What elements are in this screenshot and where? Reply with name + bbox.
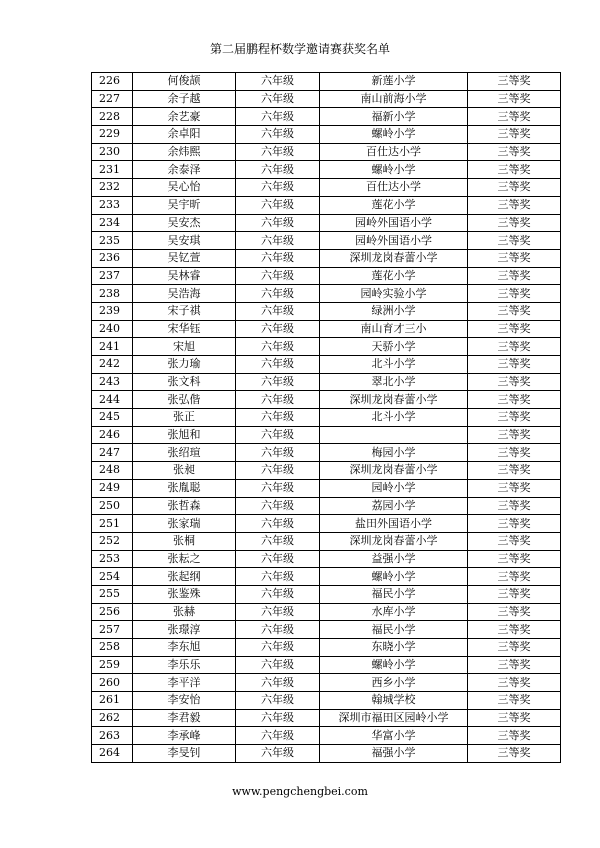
name-cell: 张旭和 [133, 426, 236, 444]
school-cell: 盐田外国语小学 [320, 515, 468, 533]
website-footer: www.pengchengbei.com [232, 785, 368, 798]
table-row [92, 656, 561, 674]
school-cell: 南山前海小学 [320, 90, 468, 108]
rank-cell: 244 [92, 391, 133, 409]
name-cell: 张弘偕 [133, 391, 236, 409]
name-cell: 张鉴殊 [133, 585, 236, 603]
grade-cell: 六年级 [236, 126, 320, 144]
prize-cell: 三等奖 [468, 568, 561, 586]
name-cell: 张家瑞 [133, 515, 236, 533]
rank-cell: 262 [92, 709, 133, 727]
name-cell: 李旻钊 [133, 745, 236, 763]
grade-cell: 六年级 [236, 479, 320, 497]
rank-cell: 252 [92, 532, 133, 550]
prize-cell: 三等奖 [468, 603, 561, 621]
name-cell: 李安怡 [133, 692, 236, 710]
table-row [92, 674, 561, 692]
name-cell: 张胤聪 [133, 479, 236, 497]
rank-cell: 228 [92, 108, 133, 126]
table-row [92, 727, 561, 745]
grade-cell: 六年级 [236, 497, 320, 515]
school-cell: 北斗小学 [320, 356, 468, 374]
prize-cell: 三等奖 [468, 709, 561, 727]
rank-cell: 257 [92, 621, 133, 639]
rank-cell: 259 [92, 656, 133, 674]
grade-cell: 六年级 [236, 179, 320, 197]
rank-cell: 227 [92, 90, 133, 108]
name-cell: 张力瑜 [133, 356, 236, 374]
school-cell: 水库小学 [320, 603, 468, 621]
prize-cell: 三等奖 [468, 497, 561, 515]
name-cell: 张昶 [133, 462, 236, 480]
prize-cell: 三等奖 [468, 161, 561, 179]
prize-cell: 三等奖 [468, 656, 561, 674]
name-cell: 张赫 [133, 603, 236, 621]
prize-cell: 三等奖 [468, 391, 561, 409]
rank-cell: 234 [92, 214, 133, 232]
table-row [92, 179, 561, 197]
school-cell: 百仕达小学 [320, 179, 468, 197]
rank-cell: 226 [92, 73, 133, 91]
name-cell: 张耘之 [133, 550, 236, 568]
prize-cell: 三等奖 [468, 108, 561, 126]
school-cell: 螺岭小学 [320, 656, 468, 674]
table-row [92, 532, 561, 550]
grade-cell: 六年级 [236, 426, 320, 444]
prize-cell: 三等奖 [468, 143, 561, 161]
rank-cell: 254 [92, 568, 133, 586]
prize-cell: 三等奖 [468, 409, 561, 427]
name-cell: 李东旭 [133, 639, 236, 657]
name-cell: 李乐乐 [133, 656, 236, 674]
name-cell: 余艺豪 [133, 108, 236, 126]
name-cell: 张正 [133, 409, 236, 427]
prize-cell: 三等奖 [468, 692, 561, 710]
prize-cell: 三等奖 [468, 479, 561, 497]
rank-cell: 251 [92, 515, 133, 533]
prize-cell: 三等奖 [468, 373, 561, 391]
grade-cell: 六年级 [236, 603, 320, 621]
grade-cell: 六年级 [236, 550, 320, 568]
rank-cell: 229 [92, 126, 133, 144]
rank-cell: 253 [92, 550, 133, 568]
name-cell: 宋华钰 [133, 320, 236, 338]
school-cell: 园岭小学 [320, 479, 468, 497]
name-cell: 张起纲 [133, 568, 236, 586]
rank-cell: 245 [92, 409, 133, 427]
name-cell: 张璟淳 [133, 621, 236, 639]
grade-cell: 六年级 [236, 108, 320, 126]
grade-cell: 六年级 [236, 391, 320, 409]
school-cell: 翰城学校 [320, 692, 468, 710]
table-row [92, 391, 561, 409]
rank-cell: 235 [92, 232, 133, 250]
table-row [92, 338, 561, 356]
school-cell: 荔园小学 [320, 497, 468, 515]
table-row [92, 320, 561, 338]
award-list-body [92, 73, 561, 763]
grade-cell: 六年级 [236, 409, 320, 427]
name-cell: 吴安杰 [133, 214, 236, 232]
grade-cell: 六年级 [236, 532, 320, 550]
school-cell: 莲花小学 [320, 267, 468, 285]
grade-cell: 六年级 [236, 639, 320, 657]
grade-cell: 六年级 [236, 232, 320, 250]
table-row [92, 232, 561, 250]
rank-cell: 263 [92, 727, 133, 745]
table-row [92, 161, 561, 179]
prize-cell: 三等奖 [468, 196, 561, 214]
award-list-table [91, 72, 561, 763]
name-cell: 吴安琪 [133, 232, 236, 250]
school-cell: 莲花小学 [320, 196, 468, 214]
school-cell: 益强小学 [320, 550, 468, 568]
page-title: 第二届鹏程杯数学邀请赛获奖名单 [209, 42, 390, 56]
name-cell: 余子越 [133, 90, 236, 108]
table-row [92, 143, 561, 161]
table-row [92, 302, 561, 320]
school-cell: 深圳市福田区园岭小学 [320, 709, 468, 727]
rank-cell: 258 [92, 639, 133, 657]
table-row [92, 285, 561, 303]
rank-cell: 242 [92, 356, 133, 374]
grade-cell: 六年级 [236, 285, 320, 303]
school-cell: 百仕达小学 [320, 143, 468, 161]
school-cell: 梅园小学 [320, 444, 468, 462]
school-cell: 北斗小学 [320, 409, 468, 427]
prize-cell: 三等奖 [468, 674, 561, 692]
prize-cell: 三等奖 [468, 745, 561, 763]
table-row [92, 709, 561, 727]
table-row [92, 214, 561, 232]
prize-cell: 三等奖 [468, 515, 561, 533]
rank-cell: 261 [92, 692, 133, 710]
prize-cell: 三等奖 [468, 426, 561, 444]
name-cell: 宋旭 [133, 338, 236, 356]
grade-cell: 六年级 [236, 302, 320, 320]
school-cell: 深圳龙岗春蕾小学 [320, 462, 468, 480]
rank-cell: 232 [92, 179, 133, 197]
grade-cell: 六年级 [236, 727, 320, 745]
rank-cell: 241 [92, 338, 133, 356]
table-row [92, 515, 561, 533]
grade-cell: 六年级 [236, 585, 320, 603]
table-row [92, 585, 561, 603]
grade-cell: 六年级 [236, 621, 320, 639]
rank-cell: 264 [92, 745, 133, 763]
school-cell: 螺岭小学 [320, 568, 468, 586]
grade-cell: 六年级 [236, 90, 320, 108]
school-cell: 新莲小学 [320, 73, 468, 91]
rank-cell: 238 [92, 285, 133, 303]
school-cell [320, 426, 468, 444]
prize-cell: 三等奖 [468, 249, 561, 267]
grade-cell: 六年级 [236, 709, 320, 727]
grade-cell: 六年级 [236, 444, 320, 462]
name-cell: 张文科 [133, 373, 236, 391]
grade-cell: 六年级 [236, 656, 320, 674]
name-cell: 李承峰 [133, 727, 236, 745]
table-row [92, 90, 561, 108]
table-row [92, 550, 561, 568]
name-cell: 何俊颉 [133, 73, 236, 91]
rank-cell: 236 [92, 249, 133, 267]
school-cell: 螺岭小学 [320, 126, 468, 144]
rank-cell: 260 [92, 674, 133, 692]
table-row [92, 603, 561, 621]
prize-cell: 三等奖 [468, 179, 561, 197]
name-cell: 吴心怡 [133, 179, 236, 197]
prize-cell: 三等奖 [468, 214, 561, 232]
table-row [92, 373, 561, 391]
table-row [92, 692, 561, 710]
prize-cell: 三等奖 [468, 550, 561, 568]
school-cell: 天骄小学 [320, 338, 468, 356]
table-row [92, 196, 561, 214]
rank-cell: 247 [92, 444, 133, 462]
grade-cell: 六年级 [236, 745, 320, 763]
table-row [92, 126, 561, 144]
rank-cell: 243 [92, 373, 133, 391]
prize-cell: 三等奖 [468, 232, 561, 250]
rank-cell: 249 [92, 479, 133, 497]
school-cell: 园岭外国语小学 [320, 214, 468, 232]
table-row [92, 479, 561, 497]
prize-cell: 三等奖 [468, 285, 561, 303]
rank-cell: 237 [92, 267, 133, 285]
table-row [92, 426, 561, 444]
grade-cell: 六年级 [236, 320, 320, 338]
prize-cell: 三等奖 [468, 585, 561, 603]
school-cell: 福新小学 [320, 108, 468, 126]
school-cell: 福强小学 [320, 745, 468, 763]
name-cell: 吴钇萱 [133, 249, 236, 267]
grade-cell: 六年级 [236, 356, 320, 374]
name-cell: 李君毅 [133, 709, 236, 727]
table-row [92, 639, 561, 657]
prize-cell: 三等奖 [468, 356, 561, 374]
prize-cell: 三等奖 [468, 302, 561, 320]
rank-cell: 250 [92, 497, 133, 515]
prize-cell: 三等奖 [468, 639, 561, 657]
name-cell: 吴林睿 [133, 267, 236, 285]
grade-cell: 六年级 [236, 161, 320, 179]
name-cell: 余卓阳 [133, 126, 236, 144]
school-cell: 绿洲小学 [320, 302, 468, 320]
school-cell: 福民小学 [320, 585, 468, 603]
table-row [92, 108, 561, 126]
prize-cell: 三等奖 [468, 126, 561, 144]
grade-cell: 六年级 [236, 214, 320, 232]
rank-cell: 255 [92, 585, 133, 603]
name-cell: 张哲森 [133, 497, 236, 515]
school-cell: 螺岭小学 [320, 161, 468, 179]
rank-cell: 246 [92, 426, 133, 444]
grade-cell: 六年级 [236, 674, 320, 692]
grade-cell: 六年级 [236, 338, 320, 356]
table-row [92, 444, 561, 462]
name-cell: 余炜熙 [133, 143, 236, 161]
name-cell: 张绍瑄 [133, 444, 236, 462]
school-cell: 西乡小学 [320, 674, 468, 692]
rank-cell: 248 [92, 462, 133, 480]
prize-cell: 三等奖 [468, 444, 561, 462]
table-row [92, 462, 561, 480]
prize-cell: 三等奖 [468, 338, 561, 356]
school-cell: 东晓小学 [320, 639, 468, 657]
table-row [92, 409, 561, 427]
school-cell: 园岭实验小学 [320, 285, 468, 303]
prize-cell: 三等奖 [468, 532, 561, 550]
prize-cell: 三等奖 [468, 90, 561, 108]
prize-cell: 三等奖 [468, 462, 561, 480]
table-row [92, 745, 561, 763]
table-row [92, 267, 561, 285]
prize-cell: 三等奖 [468, 320, 561, 338]
school-cell: 园岭外国语小学 [320, 232, 468, 250]
prize-cell: 三等奖 [468, 73, 561, 91]
name-cell: 吴浩海 [133, 285, 236, 303]
grade-cell: 六年级 [236, 73, 320, 91]
school-cell: 深圳龙岗春蕾小学 [320, 532, 468, 550]
grade-cell: 六年级 [236, 267, 320, 285]
grade-cell: 六年级 [236, 143, 320, 161]
rank-cell: 240 [92, 320, 133, 338]
table-row [92, 497, 561, 515]
rank-cell: 239 [92, 302, 133, 320]
rank-cell: 231 [92, 161, 133, 179]
grade-cell: 六年级 [236, 196, 320, 214]
grade-cell: 六年级 [236, 692, 320, 710]
grade-cell: 六年级 [236, 515, 320, 533]
table-row [92, 568, 561, 586]
rank-cell: 256 [92, 603, 133, 621]
name-cell: 宋子祺 [133, 302, 236, 320]
table-row [92, 356, 561, 374]
grade-cell: 六年级 [236, 373, 320, 391]
name-cell: 余泰泽 [133, 161, 236, 179]
school-cell: 华富小学 [320, 727, 468, 745]
name-cell: 张桐 [133, 532, 236, 550]
table-row [92, 73, 561, 91]
school-cell: 南山育才三小 [320, 320, 468, 338]
prize-cell: 三等奖 [468, 267, 561, 285]
school-cell: 深圳龙岗春蕾小学 [320, 391, 468, 409]
rank-cell: 230 [92, 143, 133, 161]
table-row [92, 621, 561, 639]
school-cell: 翠北小学 [320, 373, 468, 391]
name-cell: 李平洋 [133, 674, 236, 692]
prize-cell: 三等奖 [468, 727, 561, 745]
school-cell: 福民小学 [320, 621, 468, 639]
grade-cell: 六年级 [236, 568, 320, 586]
rank-cell: 233 [92, 196, 133, 214]
grade-cell: 六年级 [236, 462, 320, 480]
table-row [92, 249, 561, 267]
grade-cell: 六年级 [236, 249, 320, 267]
prize-cell: 三等奖 [468, 621, 561, 639]
name-cell: 吴宇昕 [133, 196, 236, 214]
school-cell: 深圳龙岗春蕾小学 [320, 249, 468, 267]
